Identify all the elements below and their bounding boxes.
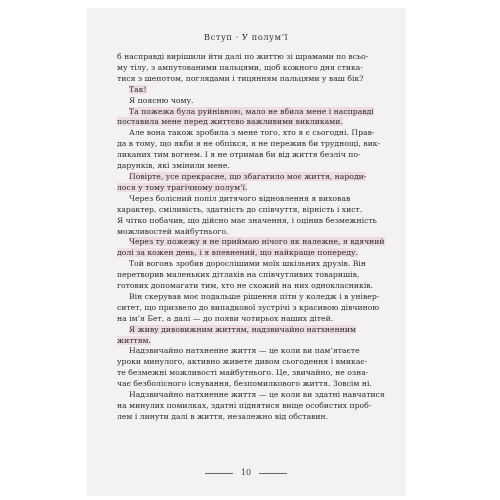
text-line xyxy=(117,314,379,325)
text-line xyxy=(117,216,379,227)
line-text: му тілу, з ампутованими пальцями, щоб кожного дня стика- xyxy=(117,62,363,72)
highlighted-text: Через ту пожежу я не приймаю нічого як належне, я вдячний xyxy=(129,237,385,247)
text-line xyxy=(117,139,379,150)
text-line xyxy=(117,379,379,390)
text-line xyxy=(117,161,379,172)
highlighted-text: Та пожежа була руйнівною, мало не вбила мене і насправді xyxy=(129,106,374,116)
line-text: чає безболісного існування, безпомилкового життя. Зовсім ні. xyxy=(117,379,372,389)
highlighted-text: Так! xyxy=(129,84,147,94)
text-line xyxy=(117,117,379,128)
line-text: Він скерував моє подальше рішення піти у коледж і в універ- xyxy=(129,291,380,301)
text-line xyxy=(117,248,379,259)
highlighted-text: життям. xyxy=(117,335,151,345)
highlighted-text: Я живу дивовижним життям, надзвичайно натхненним xyxy=(129,324,356,334)
text-line xyxy=(117,346,379,357)
text-line xyxy=(117,150,379,161)
highlighted-text: поставила мене перед життєво важливими викликами. xyxy=(117,117,343,127)
line-text: уроки минулого, активно живете дивом сьогодення і вмикає- xyxy=(117,357,368,367)
text-line xyxy=(117,303,379,314)
text-line xyxy=(117,259,379,270)
text-line xyxy=(117,390,385,401)
body-text xyxy=(117,52,385,423)
line-text: лем і линути далі в життя, незалежно від обставин. xyxy=(117,411,329,421)
line-text: Надзвичайно натхненне життя — це коли ви здатні навчатися xyxy=(129,390,385,400)
text-line xyxy=(117,270,379,281)
text-line xyxy=(117,357,379,368)
line-text: на минулих помилках, здатні піднятися вище особистих проб- xyxy=(117,401,372,410)
text-line xyxy=(117,63,379,74)
text-line xyxy=(117,401,379,412)
line-text: Я чітко побачив, що дійсно має значення, і оцінив безмежність xyxy=(117,215,377,225)
text-line xyxy=(117,128,379,139)
footer-rule-left xyxy=(205,473,233,474)
footer-rule-right xyxy=(259,473,287,474)
line-text: Надзвичайно натхненне життя — це коли ви пам’ятаєте xyxy=(129,346,360,356)
text-line xyxy=(117,237,385,248)
text-line xyxy=(117,292,379,303)
line-text: да в тому, що якби я не обпікся, я не пережив би труднощі, вик- xyxy=(117,139,381,149)
line-text: перетворив маленьких дітлахів на співчутливих товаришів, xyxy=(117,270,360,280)
book-page xyxy=(87,8,405,496)
text-line xyxy=(117,172,379,183)
text-line xyxy=(117,325,379,336)
text-line xyxy=(117,281,379,292)
line-text: те безмежні можливості майбутнього. Це, звичайно, не озна- xyxy=(117,368,369,378)
highlighted-text: Повірте, усе прекрасне, що збагатило моє життя, народи- xyxy=(129,171,367,181)
text-line xyxy=(117,336,379,347)
line-text: Через болісний попіл дитячого відновлення я виховав xyxy=(129,193,351,203)
line-text: характер, сміливість, здатність до співчуття, вірність і хист. xyxy=(117,204,363,214)
highlighted-text: долі за кожен день, і я впевнений, що найкраще попереду. xyxy=(117,248,359,258)
text-line xyxy=(117,205,379,216)
line-text: Але вона також зробила з мене того, хто я є сьогодні. Прав- xyxy=(129,128,375,138)
text-line xyxy=(117,74,379,85)
page-number: 10 xyxy=(240,468,252,477)
page-footer xyxy=(87,468,405,477)
text-line xyxy=(117,183,379,194)
line-text: Я поясню чому. xyxy=(129,95,194,105)
line-text: на ім’я Бет, а далі — до появи чотирьох наших дітей. xyxy=(117,313,334,323)
text-line xyxy=(117,368,379,379)
text-line xyxy=(117,52,379,63)
text-line xyxy=(117,85,379,96)
line-text: ситет, що призвело до випадкової зустрічі з красивою дівчиною xyxy=(117,302,380,312)
line-text: б насправді вирішили йти далі по життю зі шрамами по всьо- xyxy=(117,52,369,61)
running-header: Вступ · У полум’ї xyxy=(204,32,288,42)
line-text: готових допомагати тим, хто не схожий на них однокласників. xyxy=(117,281,374,291)
line-text: тися з шепотом, поглядами і тицянням пальцями у ваш бік? xyxy=(117,73,364,83)
line-text: ликаних тим вогнем. І я не отримав би від життя безліч по- xyxy=(117,150,361,160)
text-line xyxy=(117,107,379,118)
line-text: Той вогонь зробив дорослішими моїх шкільних друзів. Він xyxy=(129,259,366,269)
line-text: можливостей майбутнього. xyxy=(117,226,229,236)
text-line xyxy=(117,194,379,205)
text-line xyxy=(117,96,379,107)
text-line xyxy=(117,412,379,423)
line-text: дарунків, які змінили мене. xyxy=(117,161,230,171)
text-line xyxy=(117,227,379,238)
highlighted-text: лося у тому трагічному полум’ї. xyxy=(117,182,248,192)
